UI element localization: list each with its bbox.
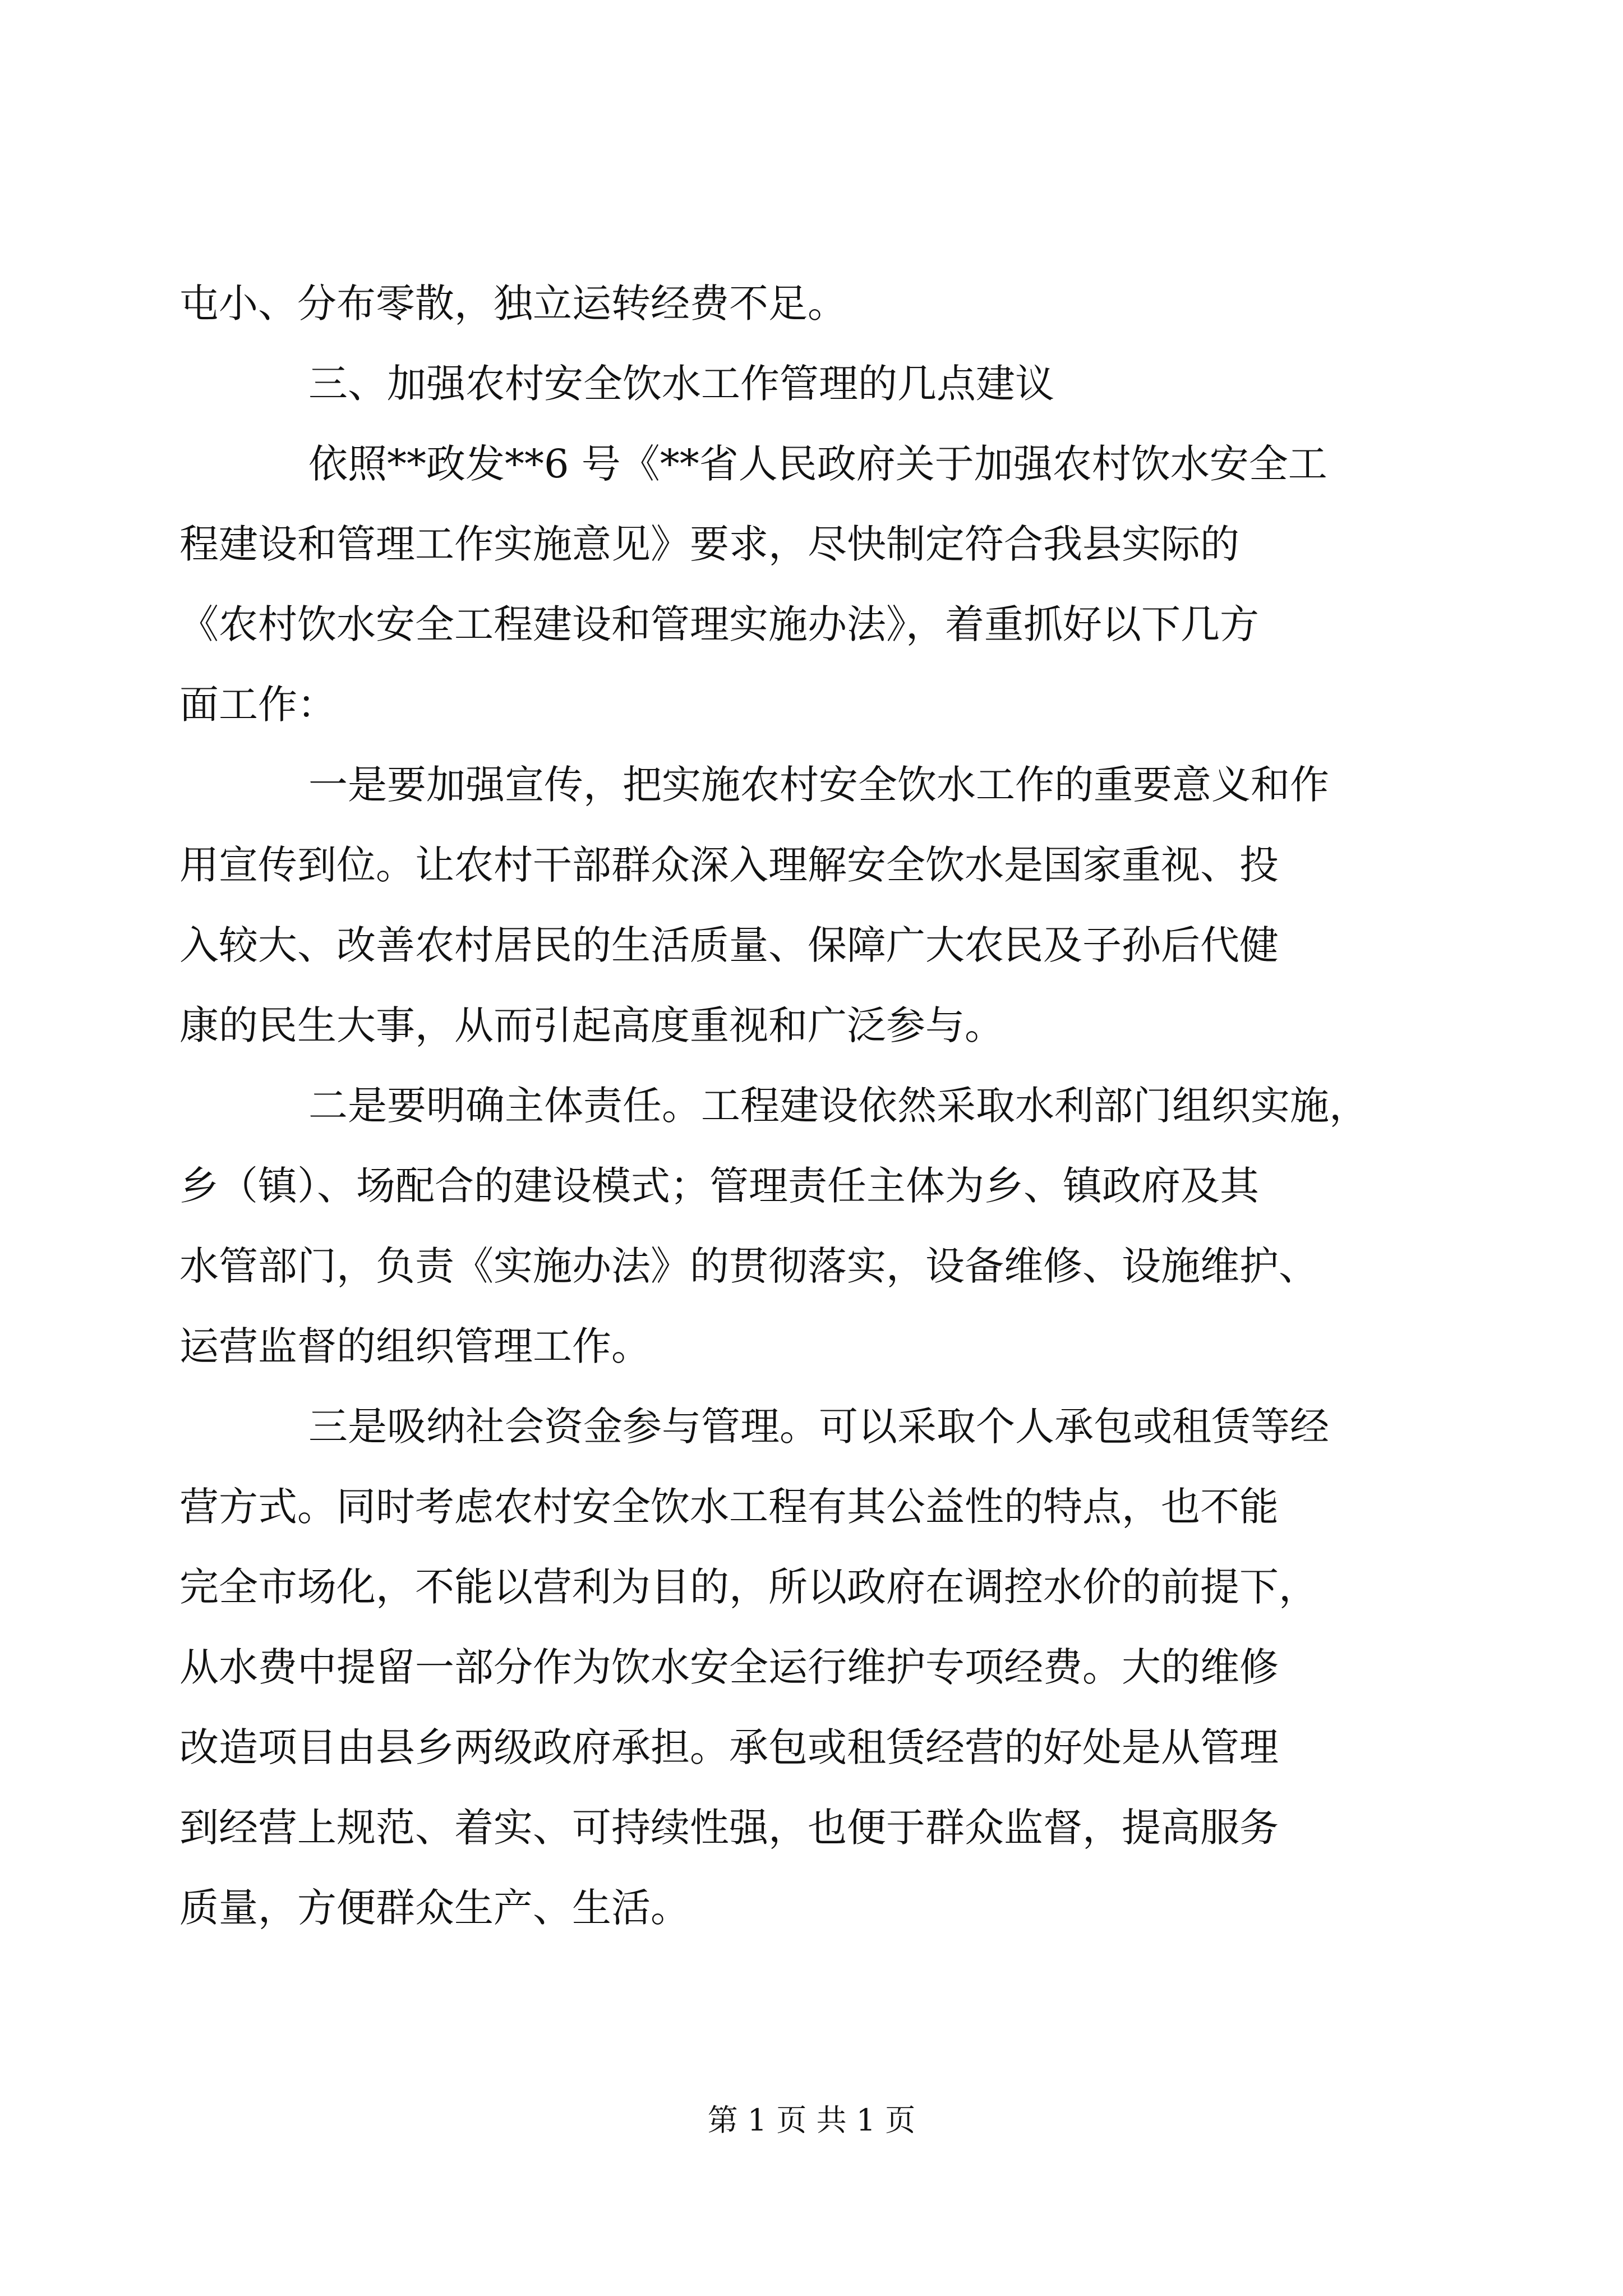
text-line: 完全市场化，不能以营利为目的，所以政府在调控水价的前提下， (179, 1564, 1318, 1610)
page-number: 第 1 页 共 1 页 (707, 2102, 916, 2138)
text-line: 《农村饮水安全工程建设和管理实施办法》，着重抓好以下几方 (179, 601, 1259, 647)
text-line: 乡（镇）、场配合的建设模式；管理责任主体为乡、镇政府及其 (179, 1163, 1259, 1209)
text-line: 运营监督的组织管理工作。 (179, 1323, 651, 1369)
document-body (179, 264, 1453, 1948)
text-line: 屯小、分布零散，独立运转经费不足。 (179, 280, 847, 326)
text-line: 康的民生大事，从而引起高度重视和广泛参与。 (179, 1002, 1004, 1048)
text-line: 入较大、改善农村居民的生活质量、保障广大农民及子孙后代健 (179, 922, 1279, 968)
text-line: 依照**政发**6 号《**省人民政府关于加强农村饮水安全工 (308, 441, 1327, 487)
text-line: 三是吸纳社会资金参与管理。可以采取个人承包或租赁等经 (308, 1404, 1329, 1450)
text-line: 面工作： (179, 682, 336, 728)
page-footer (0, 2098, 1623, 2143)
section-heading: 三、加强农村安全饮水工作管理的几点建议 (308, 361, 1054, 407)
text-line: 到经营上规范、着实、可持续性强，也便于群众监督，提高服务 (179, 1805, 1279, 1851)
text-line: 程建设和管理工作实施意见》要求，尽快制定符合我县实际的 (179, 521, 1239, 567)
text-line: 从水费中提留一部分作为饮水安全运行维护专项经费。大的维修 (179, 1644, 1279, 1690)
text-line: 水管部门，负责《实施办法》的贯彻落实，设备维修、设施维护、 (179, 1243, 1318, 1289)
text-line: 质量，方便群众生产、生活。 (179, 1885, 690, 1931)
text-line: 改造项目由县乡两级政府承担。承包或租赁经营的好处是从管理 (179, 1724, 1279, 1770)
text-line: 用宣传到位。让农村干部群众深入理解安全饮水是国家重视、投 (179, 842, 1279, 888)
text-line: 营方式。同时考虑农村安全饮水工程有其公益性的特点，也不能 (179, 1484, 1279, 1530)
text-line: 一是要加强宣传，把实施农村安全饮水工作的重要意义和作 (308, 762, 1329, 808)
text-line: 二是要明确主体责任。工程建设依然采取水利部门组织实施， (308, 1083, 1368, 1129)
